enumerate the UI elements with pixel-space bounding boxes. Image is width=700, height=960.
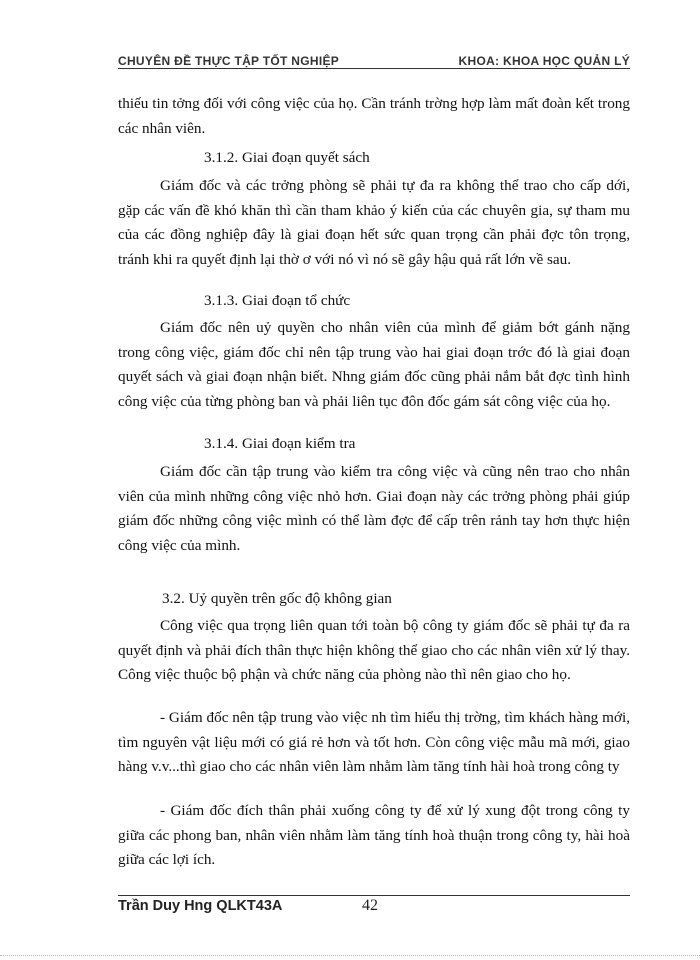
section-heading-3-1-3: 3.1.3. Giai đoạn tổ chức bbox=[204, 292, 351, 309]
page-number: 42 bbox=[362, 897, 378, 914]
header-left-title: CHUYÊN ĐỀ THỰC TẬP TỐT NGHIỆP bbox=[118, 54, 340, 68]
paragraph-inspection-stage: Giám đốc cần tập trung vào kiểm tra công việc và cũng nên trao cho nhân viên của mình những công việc nhỏ hơn. Giai đoạn này các trởng phòng phải giúp giám đốc những công việc mình có thể làm đợc để cấp trên rảnh tay hơn thực hiện công việc của mình. bbox=[118, 463, 630, 554]
footer-divider bbox=[118, 895, 630, 896]
paragraph-space-delegation: Công việc qua trọng liên quan tới toàn bộ công ty giám đốc sẽ phải tự đa ra quyết định và phải đích thân thực hiện không thể giao cho các nhân viên xử lý thay. Công việc thuộc bộ phận và chức năng của phòng nào thì nên giao cho họ. bbox=[118, 617, 630, 684]
paragraph-organization-stage: Giám đốc nên uỷ quyền cho nhân viên của mình để giảm bớt gánh nặng trong công việc, giám đốc chỉ nên tập trung vào hai giai đoạn trớc đó là giai đoạn quyết sách và giai đoạn nhận biết. Nhng giám đốc cũng phải nắm bắt đợc tình hình công việc của từng phòng ban và phải liên tục đôn đốc gám sát công việc của họ. bbox=[118, 319, 630, 410]
section-heading-3-1-2: 3.1.2. Giai đoạn quyết sách bbox=[204, 149, 370, 166]
paragraph-bullet-market: - Giám đốc nên tập trung vào việc nh tìm hiểu thị trờng, tìm khách hàng mới, tìm nguyên vật liệu mới có giá rẻ hơn và tốt hơn. Còn công việc mẫu mã mới, giao hàng v.v...thì giao cho các nhân viên làm nhằm làm tăng tính hài hoà trong công ty bbox=[118, 709, 630, 776]
section-heading-3-1-4: 3.1.4. Giai đoạn kiểm tra bbox=[204, 435, 356, 452]
footer-author: Trần Duy Hng QLKT43A bbox=[118, 898, 283, 914]
header-right-title: KHOA: KHOA HỌC QUẢN LÝ bbox=[458, 54, 630, 68]
page-bottom-rule bbox=[0, 955, 700, 956]
paragraph-decision-stage: Giám đốc và các trởng phòng sẽ phải tự đa ra không thể trao cho cấp dới, gặp các vấn đề khó khăn thì cần tham khảo ý kiến của các chuyên gia, sự tham mu của các đồng nghiệp đây là giai đoạn hết sức quan trọng cần phải đợc tôn trọng, tránh khi ra quyết định lại thờ ơ với nó vì nó sẽ gây hậu quả rất lớn về sau. bbox=[118, 177, 630, 268]
section-heading-3-2: 3.2. Uỷ quyền trên gốc độ không gian bbox=[162, 590, 392, 607]
page-header bbox=[118, 42, 630, 69]
paragraph-continuation: thiếu tin tởng đối với công việc của họ. Cần tránh trờng hợp làm mất đoàn kết trong các nhân viên. bbox=[118, 95, 630, 137]
paragraph-bullet-conflict: - Giám đốc đích thân phải xuống công ty để xử lý xung đột trong công ty giữa các phong ban, nhân viên nhằm làm tăng tính hoà thuận trong công ty, hài hoà giữa các lợi ích. bbox=[118, 802, 630, 869]
